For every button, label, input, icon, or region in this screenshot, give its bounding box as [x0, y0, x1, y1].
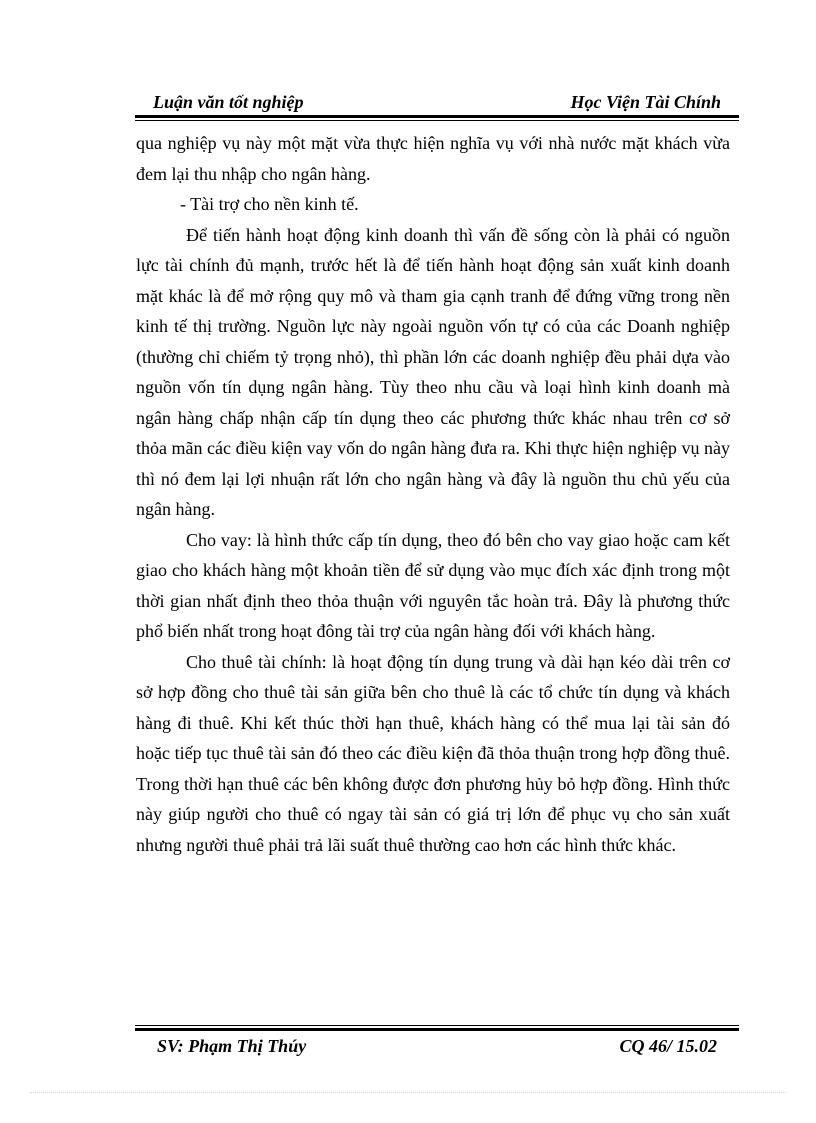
footer-class-code: CQ 46/ 15.02: [619, 1036, 717, 1056]
paragraph-continuation: qua nghiệp vụ này một mặt vừa thực hiện nghĩa vụ với nhà nước mặt khách vừa đem lại thu nhập cho ngân hàng.: [136, 133, 730, 184]
paragraph: Cho thuê tài chính: là hoạt động tín dụng trung và dài hạn kéo dài trên cơ sở hợp đồng cho thuê tài sản giữa bên cho thuê là các tổ chức tín dụng và khách hàng đi thuê. Khi kết thúc thời hạn thuê, khách hàng có thể mua lại tài sản đó hoặc tiếp tục thuê tài sản đó theo các điều kiện đã thỏa thuận trong hợp đồng thuê. Trong thời hạn thuê các bên không được đơn phương hủy bỏ hợp đồng. Hình thức này giúp người cho thuê có ngay tài sản có giá trị lớn để phục vụ cho sản xuất nhưng người thuê phải trả lãi suất thuê thường cao hơn các hình thức khác.: [136, 651, 730, 855]
header-rule-thick: [135, 115, 739, 118]
footer-rule-thin: [135, 1025, 739, 1026]
page-footer: [135, 1036, 739, 1060]
footer-student-name: SV: Phạm Thị Thúy: [157, 1036, 307, 1056]
paragraph: Để tiến hành hoạt động kinh doanh thì vấn đề sống còn là phải có nguồn lực tài chính đủ mạnh, trước hết là để tiến hành hoạt động sản xuất kinh doanh mặt khác là để mở rộng quy mô và tham gia cạnh tranh để đứng vững trong nền kinh tế thị trường. Nguồn lực này ngoài nguồn vốn tự có của các Doanh nghiệp (thường chỉ chiếm tỷ trọng nhỏ), thì phần lớn các doanh nghiệp đều phải dựa vào nguồn vốn tín dụng ngân hàng. Tùy theo nhu cầu và loại hình kinh doanh mà ngân hàng chấp nhận cấp tín dụng theo các phương thức khác nhau trên cơ sở thỏa mãn các điều kiện vay vốn do ngân hàng đưa ra. Khi thực hiện nghiệp vụ này thì nó đem lại lợi nhuận rất lớn cho ngân hàng và đây là nguồn thu chủ yếu của ngân hàng.: [136, 224, 730, 519]
header-thesis-title: Luận văn tốt nghiệp: [153, 92, 304, 112]
header-institution: Học Viện Tài Chính: [570, 92, 721, 112]
page-edge-dotted-line: [30, 1092, 786, 1093]
body-text: [136, 128, 730, 860]
paragraph: Cho vay: là hình thức cấp tín dụng, theo đó bên cho vay giao hoặc cam kết giao cho khách hàng một khoản tiền để sử dụng vào mục đích xác định trong một thời gian nhất định theo thỏa thuận với nguyên tắc hoàn trả. Đây là phương thức phổ biến nhất trong hoạt đông tài trợ của ngân hàng đối với khách hàng.: [136, 529, 730, 641]
footer-rule-thick: [135, 1028, 739, 1031]
page-header: [135, 92, 739, 116]
header-rule-thin: [135, 120, 739, 121]
paragraph-list-item: - Tài trợ cho nền kinh tế.: [180, 194, 359, 214]
